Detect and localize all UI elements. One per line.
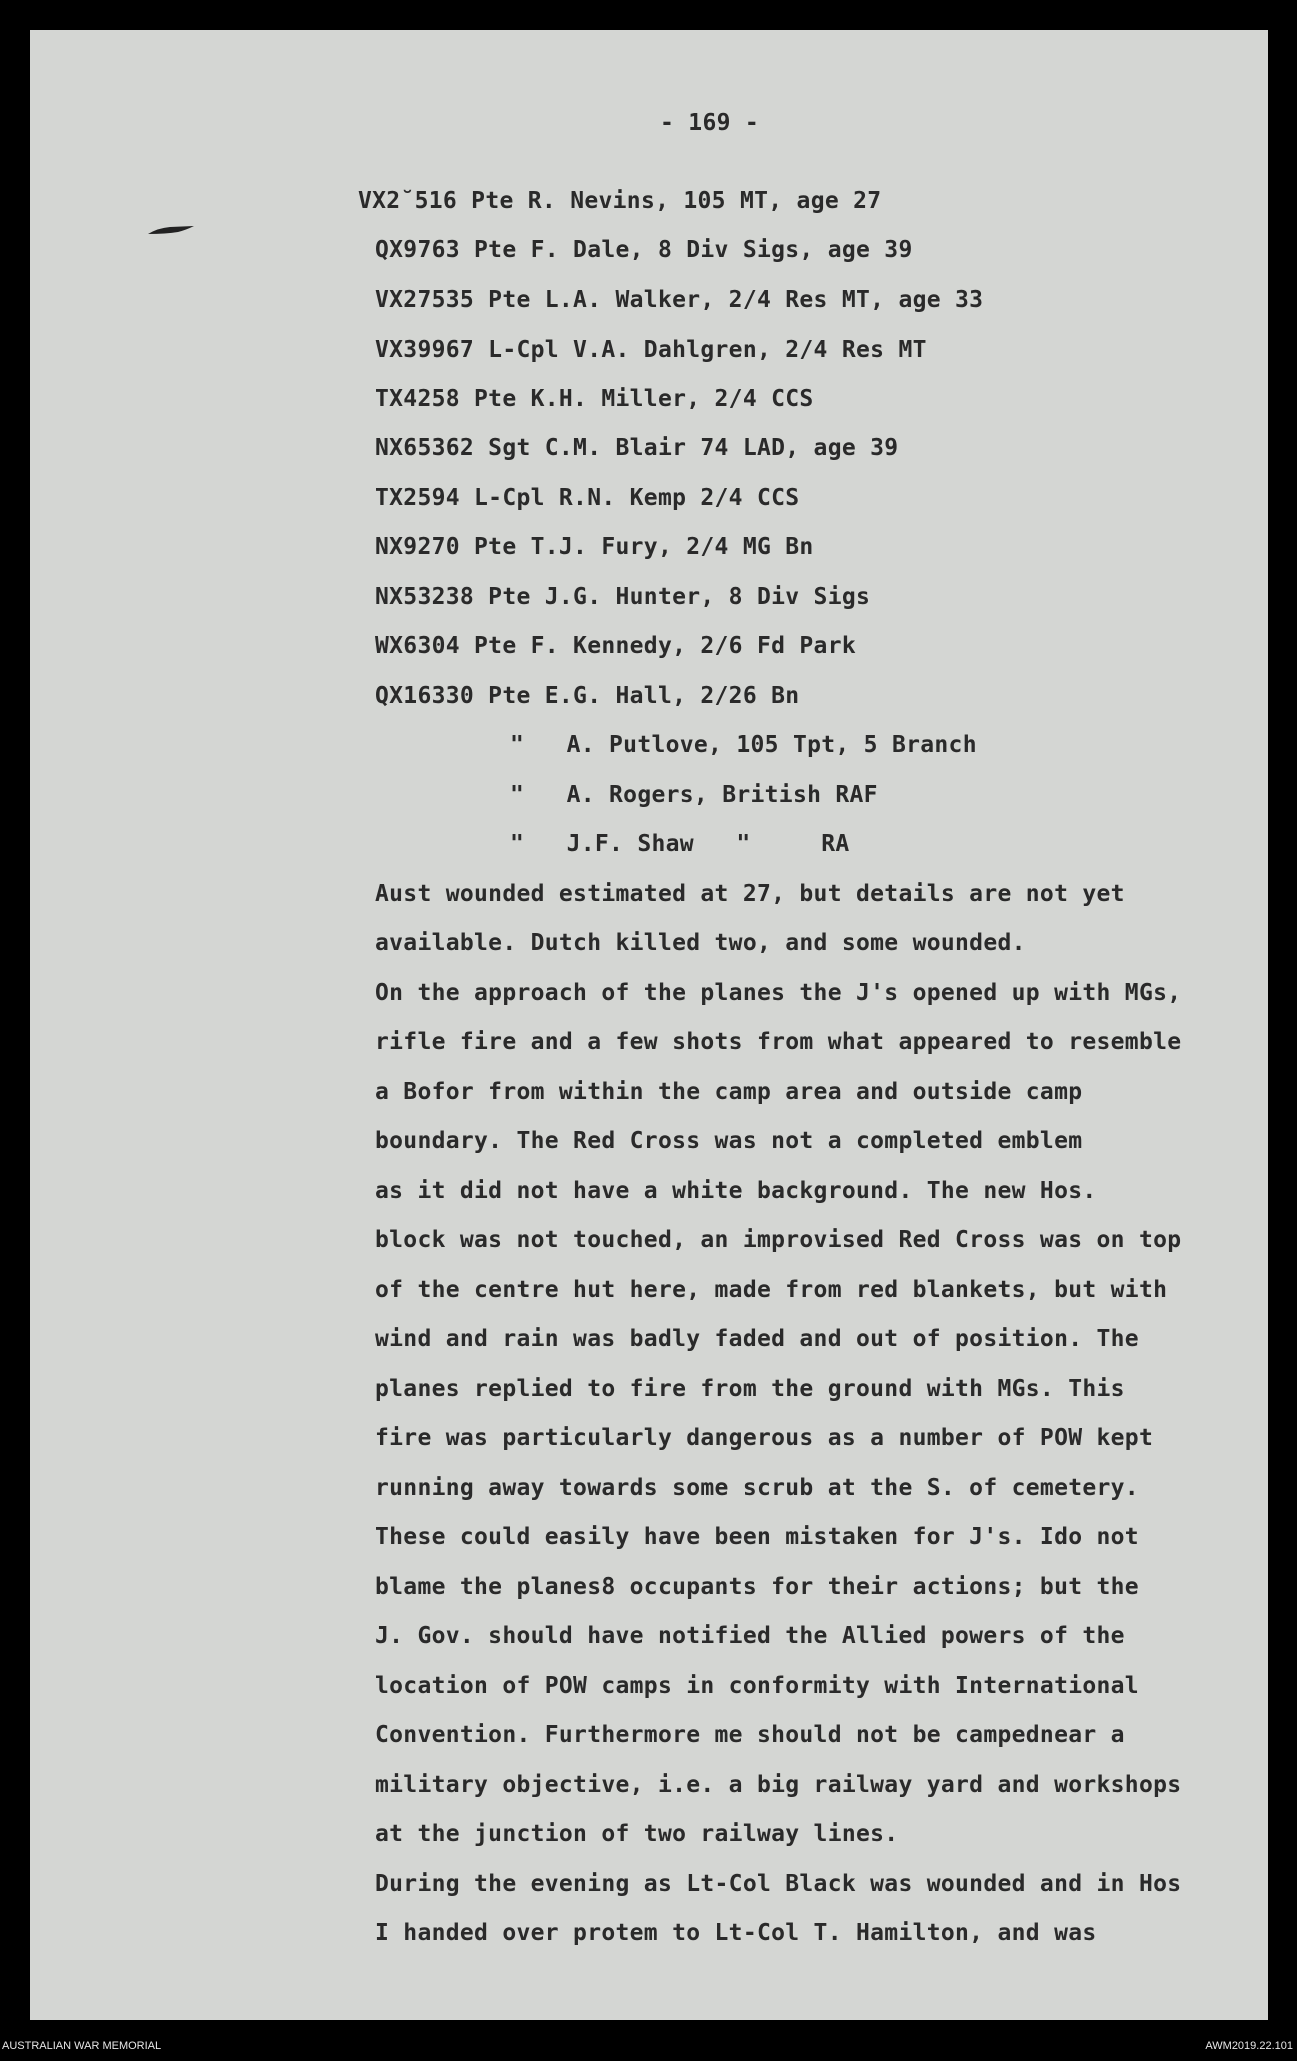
casualty-line: NX53238 Pte J.G. Hunter, 8 Div Sigs xyxy=(375,584,871,610)
casualty-line: TX4258 Pte K.H. Miller, 2/4 CCS xyxy=(375,386,814,412)
casualty-line: " A. Rogers, British RAF xyxy=(510,782,878,808)
narrative-line: fire was particularly dangerous as a number of POW kept xyxy=(375,1425,1154,1451)
narrative-line: boundary. The Red Cross was not a completed emblem xyxy=(375,1128,1083,1154)
casualty-line: WX6304 Pte F. Kennedy, 2/6 Fd Park xyxy=(375,633,857,659)
casualty-line: QX9763 Pte F. Dale, 8 Div Sigs, age 39 xyxy=(375,237,913,263)
casualty-line: VX39967 L-Cpl V.A. Dahlgren, 2/4 Res MT xyxy=(375,337,927,363)
casualty-line: VX27535 Pte L.A. Walker, 2/4 Res MT, age 33 xyxy=(375,287,984,313)
narrative-line: planes replied to fire from the ground with MGs. This xyxy=(375,1376,1125,1402)
casualty-line: TX2594 L-Cpl R.N. Kemp 2/4 CCS xyxy=(375,485,800,511)
casualty-line: " J.F. Shaw " RA xyxy=(510,831,850,857)
narrative-line: a Bofor from within the camp area and outside camp xyxy=(375,1079,1083,1105)
narrative-line: J. Gov. should have notified the Allied powers of the xyxy=(375,1623,1125,1649)
archive-credit: AUSTRALIAN WAR MEMORIAL xyxy=(2,2040,162,2052)
narrative-line: at the junction of two railway lines. xyxy=(375,1821,899,1847)
narrative-line: During the evening as Lt-Col Black was wounded and in Hos xyxy=(375,1871,1182,1897)
document-page xyxy=(30,30,1268,2020)
narrative-line: blame the planes8 occupants for their actions; but the xyxy=(375,1574,1139,1600)
narrative-line: location of POW camps in conformity with International xyxy=(375,1673,1139,1699)
casualty-line: " A. Putlove, 105 Tpt, 5 Branch xyxy=(510,732,977,758)
narrative-line: Aust wounded estimated at 27, but details are not yet xyxy=(375,881,1125,907)
archive-reference: AWM2019.22.101 xyxy=(1205,2040,1293,2052)
narrative-line: of the centre hut here, made from red blankets, but with xyxy=(375,1277,1168,1303)
casualty-line: QX16330 Pte E.G. Hall, 2/26 Bn xyxy=(375,683,800,709)
narrative-line: as it did not have a white background. The new Hos. xyxy=(375,1178,1097,1204)
narrative-line: These could easily have been mistaken for J's. Ido not xyxy=(375,1524,1139,1550)
narrative-line: On the approach of the planes the J's opened up with MGs, xyxy=(375,980,1182,1006)
narrative-line: military objective, i.e. a big railway yard and workshops xyxy=(375,1772,1182,1798)
casualty-line: NX9270 Pte T.J. Fury, 2/4 MG Bn xyxy=(375,534,814,560)
casualty-line: VX2˘516 Pte R. Nevins, 105 MT, age 27 xyxy=(358,188,882,214)
narrative-line: block was not touched, an improvised Red Cross was on top xyxy=(375,1227,1182,1253)
narrative-line: running away towards some scrub at the S. of cemetery. xyxy=(375,1475,1139,1501)
narrative-line: rifle fire and a few shots from what appeared to resemble xyxy=(375,1029,1182,1055)
narrative-line: I handed over protem to Lt-Col T. Hamilton, and was xyxy=(375,1920,1097,1946)
page-number: - 169 - xyxy=(660,110,760,136)
casualty-line: NX65362 Sgt C.M. Blair 74 LAD, age 39 xyxy=(375,435,899,461)
narrative-line: wind and rain was badly faded and out of position. The xyxy=(375,1326,1139,1352)
typed-text xyxy=(30,30,1268,1946)
narrative-line: available. Dutch killed two, and some wounded. xyxy=(375,930,1026,956)
narrative-line: Convention. Furthermore me should not be campednear a xyxy=(375,1722,1125,1748)
